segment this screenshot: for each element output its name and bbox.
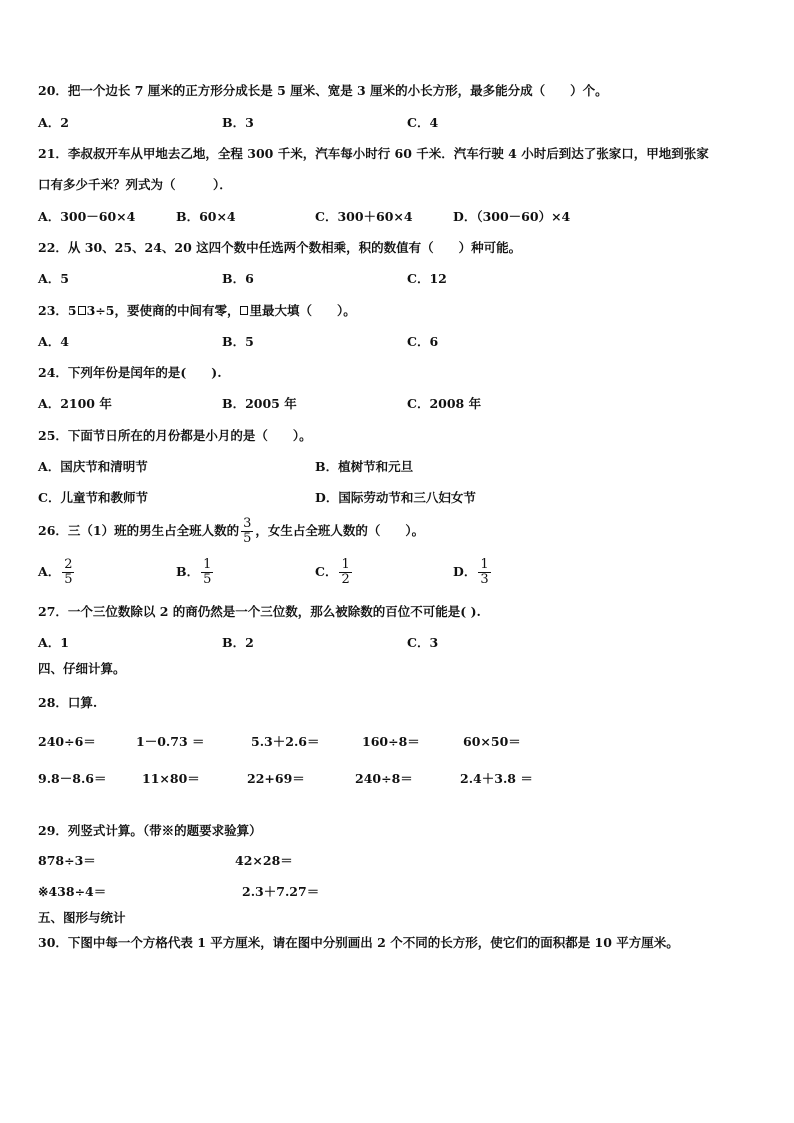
fraction [201,558,213,587]
q24-option-a: A．2100 年 [38,396,112,411]
fraction [241,517,253,546]
q27-option-c: C．3 [407,635,439,650]
q28-item: 1－0.73 ＝ [136,734,205,749]
q28-item: 240÷8＝ [355,771,413,786]
fraction-denominator: 5 [203,572,212,587]
q21-option-d: D．（300－60）×4 [453,209,571,224]
q26-prefix: 26．三（1）班的男生占全班人数的 [38,523,240,538]
fraction-denominator: 5 [64,572,73,587]
q22-option-a: A．5 [38,271,69,286]
fraction [62,558,74,587]
q28-item: 22+69＝ [247,771,305,786]
question-21-line2: 口有多少千米？列式为（ ）． [38,177,232,192]
question-27: 27．一个三位数除以 2 的商仍然是一个三位数，那么被除数的百位不可能是( ). [38,604,481,619]
blank-box [240,306,248,315]
fraction-denominator: 2 [341,572,350,587]
option-label: A． [38,564,61,579]
q20-option-c: C．4 [407,115,439,130]
q20-option-a: A．2 [38,115,69,130]
q29-item: 42×28＝ [235,853,293,868]
q24-option-b: B．2005 年 [222,396,297,411]
q28-item: 5.3＋2.6＝ [251,734,320,749]
q20-option-b: B．3 [222,115,254,130]
option-label: B． [176,564,200,579]
fraction-numerator: 1 [203,557,212,572]
q26-option-b [176,556,215,588]
question-26 [38,515,424,547]
blank-box [78,306,86,315]
q26-option-a [38,556,76,588]
q23-suffix: 3÷5，要使商的中间有零， [86,303,240,318]
q29-item: 2.3＋7.27＝ [242,884,320,899]
q28-item: 240÷6＝ [38,734,96,749]
q28-item: 9.8－8.6＝ [38,771,107,786]
q28-item: 2.4＋3.8 ＝ [460,771,533,786]
fraction-numerator: 1 [341,557,350,572]
question-25: 25．下面节日所在的月份都是小月的是（ ）。 [38,428,312,443]
q27-option-b: B．2 [222,635,254,650]
q26-suffix: ，女生占全班人数的（ ）。 [255,523,425,538]
q25-option-c: C．儿童节和教师节 [38,490,148,505]
q21-option-a: A．300－60×4 [38,209,136,224]
q29-item: 878÷3＝ [38,853,96,868]
fraction-denominator: 5 [243,531,252,546]
fraction-numerator: 2 [64,557,73,572]
option-label: C． [315,564,338,579]
question-22: 22．从 30、25、24、20 这四个数中任选两个数相乘，积的数值有（ ）种可能。 [38,240,522,255]
fraction-numerator: 1 [480,557,489,572]
question-30: 30．下图中每一个方格代表 1 平方厘米，请在图中分别画出 2 个不同的长方形，使它们的面积都是 10 平方厘米。 [38,935,679,950]
q23-option-c: C．6 [407,334,439,349]
q28-item: 160÷8＝ [362,734,420,749]
q23-suffix2: 里最大填（ ）。 [249,303,356,318]
section-heading-5: 五、图形与统计 [38,910,126,925]
fraction [339,558,351,587]
fraction-denominator: 3 [480,572,489,587]
q25-option-d: D．国际劳动节和三八妇女节 [315,490,476,505]
question-24: 24．下列年份是闰年的是( ). [38,365,222,380]
fraction [478,558,490,587]
q21-option-b: B．60×4 [176,209,236,224]
q22-option-b: B．6 [222,271,254,286]
question-21-line1: 21．李叔叔开车从甲地去乙地，全程 300 千米，汽车每小时行 60 千米．汽车行驶 4 小时后到达了张家口，甲地到张家 [38,146,709,161]
q29-item: ※438÷4＝ [38,884,107,899]
q28-item: 11×80＝ [142,771,200,786]
q26-option-c [315,556,354,588]
question-29-title: 29．列竖式计算。（带※的题要求验算） [38,823,262,838]
q25-option-a: A．国庆节和清明节 [38,459,148,474]
question-23 [38,303,356,319]
question-28-title: 28．口算. [38,695,98,710]
fraction-numerator: 3 [243,516,252,531]
q25-option-b: B．植树节和元旦 [315,459,414,474]
question-20: 20．把一个边长 7 厘米的正方形分成长是 5 厘米、宽是 3 厘米的小长方形，最多能分成（ ）个。 [38,83,608,98]
q23-option-b: B．5 [222,334,254,349]
section-heading-4: 四、仔细计算。 [38,661,126,676]
q26-option-d [453,556,493,588]
q23-option-a: A．4 [38,334,69,349]
q22-option-c: C．12 [407,271,447,286]
q21-option-c: C．300＋60×4 [315,209,413,224]
q23-prefix: 23．5 [38,303,77,318]
q27-option-a: A．1 [38,635,69,650]
q24-option-c: C．2008 年 [407,396,482,411]
q28-item: 60×50＝ [463,734,521,749]
option-label: D． [453,564,477,579]
